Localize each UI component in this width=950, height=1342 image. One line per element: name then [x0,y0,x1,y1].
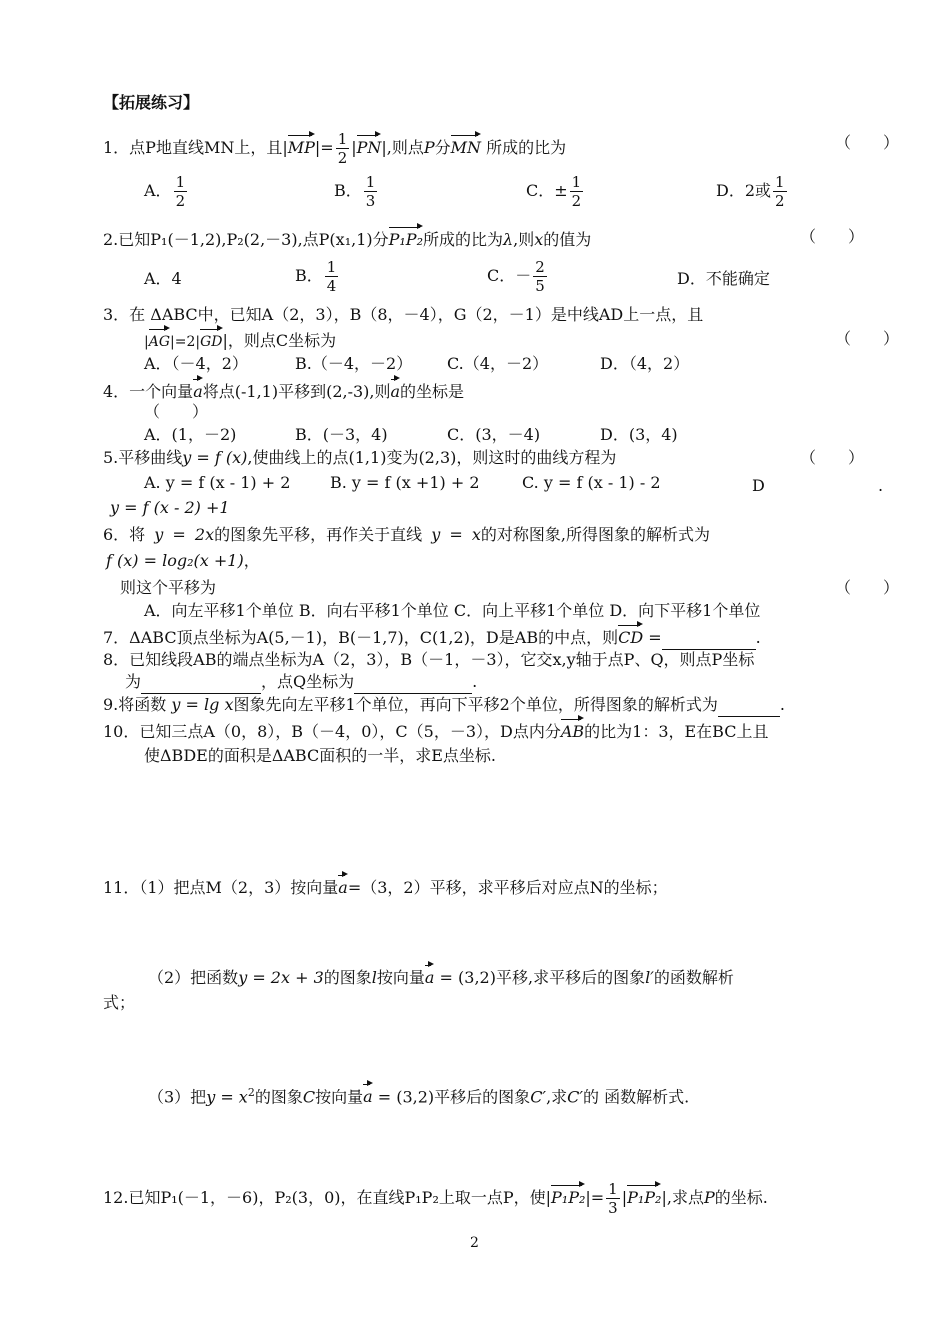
q2-option-d: D．不能确定 [677,269,770,288]
vector-ab: AB [561,718,584,743]
question-5-stem: 5.平移曲线y = f (x),使曲线上的点(1,1)变为(2,3)，则这时的曲线方程为 [103,448,617,467]
q5-option-b: B. y = f (x +1) + 2 [330,473,480,492]
answer-blank [718,694,780,717]
vector-a: a [425,964,435,989]
answer-paren: （ ） [800,227,865,246]
q5-option-a: A. y = f (x - 1) + 2 [144,473,291,492]
q4-option-d: D．(3，4) [600,425,678,444]
q6-options: A．向左平移1个单位 B．向右平移1个单位 C．向上平移1个单位 D．向下平移1个单位 [144,601,761,620]
q4-option-a: A．(1，－2) [144,425,237,444]
q5-option-c: C. y = f (x - 1) - 2 [522,473,661,492]
q1-option-a: A． $\frac{1}{2}$ [144,173,186,210]
answer-paren: （ ） [800,448,865,467]
vector-mp: MP [288,134,315,159]
vector-a: a [391,378,401,403]
q2-option-a: A．4 [144,269,182,288]
question-10-stem: 10．已知三点A（0，8），B（－4，0），C（5，－3），D点内分AB的比为1：3，E在BC上且 [103,718,768,743]
answer-paren: （ ） [144,402,209,421]
question-8-line2: 为 ，点Q坐标为 . [125,671,477,694]
q3-option-a: A．（－4，2） [144,354,248,373]
question-2-stem: 2.已知P₁(－1,2),P₂(2,－3),点P(x₁,1)分P₁P₂所成的比为λ,则x的值为 [103,226,591,251]
q5-option-d-label: D [752,476,765,495]
question-3-condition: |AG|=2|GD|，则点C坐标为 [144,328,336,353]
answer-blank [354,671,472,694]
question-8-stem: 8．已知线段AB的端点坐标为A（2，3），B（－1，－3），它交x,y轴于点P、Q，则点P坐标 [103,650,755,669]
q3-option-c: C.（4，－2） [447,354,549,373]
answer-blank [141,671,261,694]
q4-option-b: B．(－3，4) [295,425,388,444]
q3-option-d: D．（4，2） [600,354,690,373]
answer-paren: （ ） [835,329,900,348]
section-title: 【拓展练习】 [103,93,200,112]
q1-option-b: B． $\frac{1}{3}$ [334,173,376,210]
vector-p1p2: P₁P₂ [389,226,423,251]
vector-mn: MN [451,134,481,159]
question-11-part2: （2）把函数y = 2x + 3的图象l按向量a = (3,2)平移,求平移后的图象l′的函数解析 [148,964,734,989]
page-number: 2 [470,1235,479,1251]
vector-gd: GD [200,328,222,353]
answer-paren: （ ） [835,133,900,152]
answer-blank [662,627,756,650]
vector-ag: AG [149,328,170,353]
question-6-function: f (x) = log₂(x +1)， [106,551,260,570]
vector-p1p2: P₁P₂ [627,1184,661,1209]
vector-a: a [193,378,203,403]
question-12-stem: 12.已知P₁(－1，－6)，P₂(3，0)，在直线P₁P₂上取一点P，使|P₁P₂|= $\frac{1}{3}$ |P₁P₂|,求点P的坐标. [103,1180,768,1217]
q5-option-d: y = f (x - 2) +1 [110,498,230,517]
q4-option-c: C．(3，－4) [447,425,541,444]
vector-pn: PN [357,134,382,159]
question-4-stem: 4．一个向量a将点(-1,1)平移到(2,-3),则a的坐标是 [103,378,464,403]
vector-p1p2: P₁P₂ [551,1184,585,1209]
vector-a: a [363,1083,373,1108]
question-1-stem: 1．点P地直线MN上，且|MP|= $\frac{1}{2}$ |PN|,则点P分MN 所成的比为 [103,130,567,167]
q1-option-c: C．± $\frac{1}{2}$ [526,173,582,210]
q2-option-c: C．－ $\frac{2}{5}$ [487,258,545,295]
question-6-stem: 6．将 y = 2x的图象先平移，再作关于直线 y = x的对称图象,所得图象的解析式为 [103,525,710,544]
q2-option-b: B． $\frac{1}{4}$ [295,258,337,295]
vector-a: a [338,874,348,899]
question-3-stem: 3．在 ΔABC中，已知A（2，3），B（8，－4），G（2，－1）是中线AD上一点，且 [103,305,704,324]
q3-option-b: B.（－4，－2） [295,354,413,373]
curve-formula: y = f (x) [182,448,248,467]
question-11-part2-end: 式； [103,993,136,1012]
question-11-part1: 11．（1）把点M（2，3）按向量a=（3，2）平移，求平移后对应点N的坐标； [103,874,668,899]
vector-cd: CD [618,624,643,649]
fraction-third: $\frac{1}{3}$ [608,1180,618,1217]
question-6-prompt: 则这个平移为 [120,578,217,597]
question-11-part3: （3）把$y = x^2$的图象C按向量a = (3,2)平移后的图象C′,求C′的 函数解析式. [148,1082,689,1108]
answer-paren: （ ） [835,578,900,597]
q5-option-d-dot: . [878,476,884,495]
question-9-stem: 9.将函数 y = lg x图象先向左平移1个单位，再向下平移2个单位，所得图象的解析式为 . [103,694,785,717]
question-7-stem: 7．ΔABC顶点坐标为A(5,－1)，B(－1,7)，C(1,2)，D是AB的中点，则CD = . [103,624,761,650]
q1-option-d: D．2或 $\frac{1}{2}$ [716,173,785,210]
question-10-line2: 使ΔBDE的面积是ΔABC面积的一半，求E点坐标. [144,746,496,765]
fraction-half: $\frac{1}{2}$ [337,130,348,167]
